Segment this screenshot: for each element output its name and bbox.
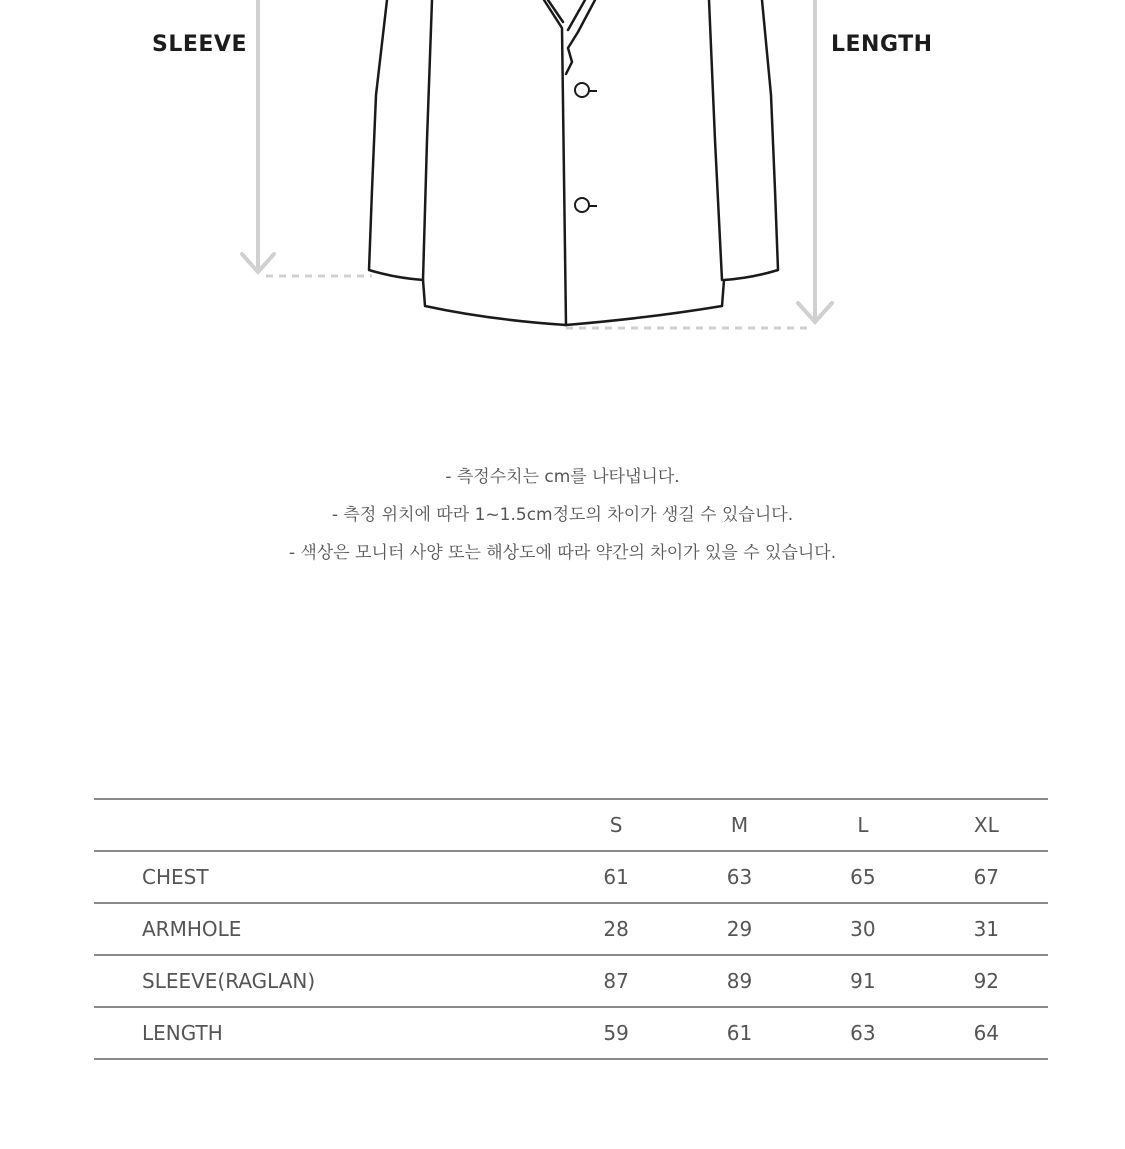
row-label: CHEST	[94, 851, 554, 903]
table-cell: 61	[554, 851, 677, 903]
table-cell: 30	[801, 903, 924, 955]
length-label: LENGTH	[831, 32, 933, 57]
table-cell: 91	[801, 955, 924, 1007]
size-header-s: S	[554, 799, 677, 851]
table-cell: 61	[678, 1007, 801, 1059]
size-header-m: M	[678, 799, 801, 851]
table-row	[94, 851, 1048, 903]
length-arrow	[798, 0, 832, 322]
table-cell: 63	[678, 851, 801, 903]
header-corner	[94, 799, 554, 851]
row-label: LENGTH	[94, 1007, 554, 1059]
table-header-row	[94, 799, 1048, 851]
row-label: SLEEVE(RAGLAN)	[94, 955, 554, 1007]
row-label: ARMHOLE	[94, 903, 554, 955]
table-cell: 64	[925, 1007, 1048, 1059]
table-cell: 31	[925, 903, 1048, 955]
size-chart-table	[94, 798, 1048, 1060]
coat-outline	[369, 0, 778, 325]
note-line: - 측정수치는 cm를 나타냅니다.	[445, 467, 680, 487]
note-line: - 색상은 모니터 사양 또는 해상도에 따라 약간의 차이가 있을 수 있습니다.	[288, 543, 837, 563]
table-cell: 29	[678, 903, 801, 955]
table-row	[94, 1007, 1048, 1059]
table-cell: 59	[554, 1007, 677, 1059]
table-cell: 89	[678, 955, 801, 1007]
note-line: - 측정 위치에 따라 1~1.5cm정도의 차이가 생길 수 있습니다.	[331, 505, 794, 525]
size-header-xl: XL	[925, 799, 1048, 851]
table-row	[94, 903, 1048, 955]
coat-button-top	[575, 83, 597, 97]
measurement-notes	[0, 458, 1125, 572]
table-cell: 67	[925, 851, 1048, 903]
size-header-l: L	[801, 799, 924, 851]
table-cell: 65	[801, 851, 924, 903]
sleeve-label: SLEEVE	[152, 32, 247, 57]
table-cell: 28	[554, 903, 677, 955]
table-cell: 92	[925, 955, 1048, 1007]
table-cell: 63	[801, 1007, 924, 1059]
table-cell: 87	[554, 955, 677, 1007]
coat-button-bottom	[575, 198, 597, 212]
table-row	[94, 955, 1048, 1007]
